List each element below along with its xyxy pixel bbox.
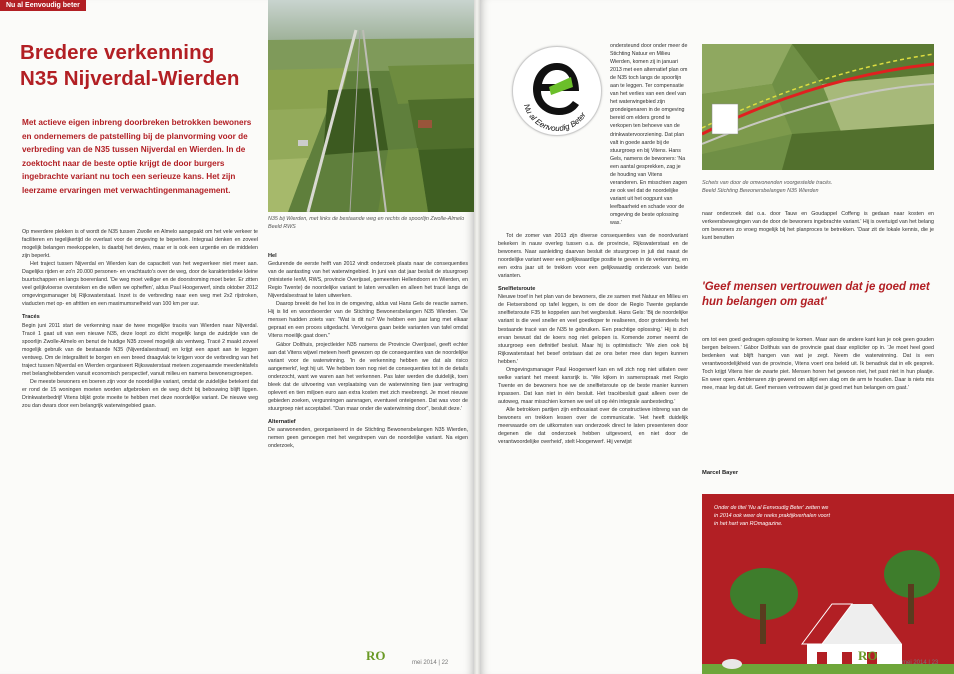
body-column-3b xyxy=(498,232,688,446)
photo-credit: Beeld RWS xyxy=(268,223,296,230)
ro-logo-right: RO xyxy=(858,648,878,663)
body-column-1 xyxy=(22,228,258,410)
section-tag: Nu al Eenvoudig beter xyxy=(0,0,86,11)
paragraph: Nieuwe troef in het plan van de bewoners, die ze samen met Natuur en Milieu en de Fietsersbond op tafel leggen, is om de door de Regio Twente geplande snelfietsroute F35 te koppelen aan het wegbesluit. Hans Gels: 'Bij de noordelijke variant is die veel sneller en veel goedkoper te realiseren, door grotendeels het bestaande tracé van de N35 te gebruiken. Een prachtige oplossing.' Hij is zich ervan bewust dat de koers nog niet gelopen is. Komende zomer neemt de stuurgroep een definitief besluit. Maar hij is optimistisch: 'We zien ook bij Rijkswaterstaat het besef ontstaan dat ze ons beter mee dan tegen kunnen hebben.' xyxy=(498,294,688,365)
subheading-hel: Hel xyxy=(268,253,277,259)
paragraph: Gedurende de eerste helft van 2012 vindt onderzoek plaats naar de consequenties van de aantasting van het waterwingebied. In juni van dat jaar besluit de stuurgroep (ministerie IenM, RWS, provincie Overijssel, gemeenten Hellendoorn en Wierden, en Regio Twente) de noordelijke variant te laten vervallen en alleen het tracé langs de Nijverdalsestraat te laten uitwerken. xyxy=(268,261,468,300)
paragraph: Alle betrokken partijen zijn enthousiast over de constructieve inbreng van de bewoners en trekken lessen over de communicatie. 'Het heeft duidelijk meerwaarde om de uitkomsten van onderzoek direct te laten presenteren door degenen die dat onderzoek hebben uitgevoerd, en niet door de verantwoordelijke overheid', stelt Hoogerwerf. Hij verwijst xyxy=(498,406,688,446)
photo-caption xyxy=(268,216,468,231)
paragraph: Gábor Dolthuis, projectleider N35 namens de Provincie Overijssel, geeft echter aan dat Vitens wijwel meteen heeft gewezen op de consequenties van de noordelijke variant voor de waterwinning. 'In de verkenning hebben we dat als risico aangemerkt', legt hij uit. 'We hebben toen nog niet de consequenties tot in de details onderzocht, want we waren aan het verkennen. Pas later werden die duidelijk, toen bleek dat de uitvoering van verplaatsing van de waterwinning tien jaar vertraging oplevert en tien miljoen euro aan extra kosten met zich meebrengt. Je moet nieuwe gebieden zoeken, vergunningen aanvragen, eventueel onteigenen. Dat was voor de stuurgroep niet acceptabel. "Dan maar onder die waterwinning door", besluit deze.' xyxy=(268,341,468,412)
paragraph: naar onderzoek dat o.a. door Tauw en Goudappel Coffeng is gedaan naar kosten en verkeersbewegingen van de door de bewoners ingebrachte variant.' Hij is overtuigd van het belang om bewoners zo vroeg mogelijk bij het planproces te betrekken. 'Daar zit de lokale kennis, die je kunt benutten xyxy=(702,211,934,242)
title-line-2: N35 Nijverdal-Wierden xyxy=(20,67,240,90)
route-sketch-image xyxy=(702,44,934,170)
sketch-caption xyxy=(702,180,932,195)
subheading-snelfietsroute: Snelfietsroute xyxy=(498,286,536,293)
logo-text: Nu al Eenvoudig Beter xyxy=(521,102,588,134)
paragraph: De aanwonenden, georganiseerd in de Stichting Bewonersbelangen N35 Wierden, nemen geen genoegen met het wegstrepen van de noordelijke variant. Na eigen onderzoek, xyxy=(268,426,468,450)
paragraph: Tot de zomer van 2013 zijn diverse consequenties van de noordvariant bekeken in nauw overleg tussen o.a. de provincie, Rijkswaterstaat en de bewoners. Naar aanleiding daarvan besluit de stuurgroep in juli dat naast de noordelijke variant weer een gelijkwaardige positie te geven in de verkenning, en een extra jaar uit te trekken voor een gelijkwaardig onderzoek van beide varianten. xyxy=(498,233,688,280)
left-page xyxy=(0,0,474,674)
aerial-photo xyxy=(268,0,474,212)
subheading-alternatief: Alternatief xyxy=(268,418,296,425)
page-number-right: mei 2014 | 23 xyxy=(902,660,939,666)
ro-logo: RO xyxy=(366,648,386,663)
paragraph: De meeste bewoners en boeren zijn voor de noordelijke variant, omdat de zuidelijke betekent dat er rond de 15 woningen moeten worden afgebroken en de weg dicht bij bebouwing blijft liggen. Drinkwaterbedrijf Vitens blijkt grote moeite te hebben met deze noordelijke variant. De nieuwe weg zou dan dwars door een belangrijk waterwingebied gaan. xyxy=(22,378,258,409)
sketch-credit: Beeld Stichting Bewonersbelangen N35 Wierden xyxy=(702,187,819,194)
paragraph: ondersteund door onder meer de Stichting Natuur en Milieu Wierden, komen zij in januari 2013 met een alternatief plan om de N35 toch langs de spoorlijn aan te leggen. Ter compensatie van het verlies van een deel van het waterwingebied zijn grondeigenaren in de omgeving bereid om elders grond te verkopen ten behoeve van de drinkwatervoorziening. Dat plan valt in goede aarde bij de stuurgroep en bij Vitens. Hans Gels, namens de bewoners: 'Na een aantal gesprekken, zag je de houding van Vitens veranderen. En misschien zagen ze ook wel dat de noordelijke variant uit het oogpunt van leefbaarheid en schade voor de omgeving de beste oplossing was.' xyxy=(610,43,688,227)
body-column-4b xyxy=(702,336,934,392)
sketch-caption-text: Schets van door de omwonenden voorgestelde tracés. xyxy=(702,180,833,186)
paragraph: Begin juni 2011 start de verkenning naar de twee mogelijke tracés van Wierden naar Nijverdal. Tracé 1 gaat uit van een nieuwe N35, deze loopt zo dicht mogelijk langs de zuidzijde van de spoorlijn Zwolle-Almelo en benut de huidige N35 zoveel mogelijk als ventweg. Tracé 2 maakt zoveel mogelijk gebruik van de bestaande N35 (Nijverdalsestraat) en krijgt een apart aan te leggen ventweg. Om de integraliteit te borgen en een breed draagvlak te krijgen voor de verbreding van het traject tussen Nijverdal en Wierden organiseert Rijkswaterstaat meteen zogenaamde meedenktafels met belanghebbenden vanuit economisch perspectief, vanuit milieu en namens bewonersgroepen. xyxy=(22,322,258,377)
paragraph: om tot een goed gedragen oplossing te komen. Maar aan de andere kant kun je ook geen gouden bergen beloven.' Gábor Dolthuis van de provincie gaat daar expliciter op in. 'Je moet heel goed bedenken wat blijft hangen van wat je zegt. Neem die waterwinning. Dat is een verantwoordelijkheid van de provincie, Vitens voert ons beleid uit. Ik benadruk dat in elk gesprek. Toch krijgt Vitens hier de zwarte piet. Mensen horen het gewoon niet, het past niet in hun plaatje. En weer open. Ambtenaren zijn gewend om altijd een slag om de arm te houden. Daar is niets mis mee, maar leg dat uit. Geef mensen vertrouwen dat je goed met hun belangen om gaat.' xyxy=(702,337,934,392)
intro-paragraph: Met actieve eigen inbreng doorbreken betrokken bewoners en ondernemers de patstelling bij de planvorming voor de verbreding van de N35 tussen Nijverdal en Wierden. In de zoektocht naar de beste optie krijgt de door burgers ingebrachte variant nu toch een serieuze kans. Het zijn leerzame ervaringen met verwachtingenmanagement. xyxy=(22,118,252,195)
article-title xyxy=(20,40,270,92)
paragraph: Daarop breekt de hel los in de omgeving, aldus vat Hans Gels de reactie samen. Hij is lid en woordvoerder van de Stichting Bewonersbelangen N35 Wierden. 'De mensen hadden zoiets van: "Wat is dit nu? We hebben een jaar lang met elkaar gepraat en een proces uitgedacht. Vervolgens gaan beide varianten van tafel omdat Vitens moeilijk gaat doen." xyxy=(268,301,468,340)
body-column-3 xyxy=(498,42,688,227)
body-column-4a xyxy=(702,210,934,242)
page-number-left: mei 2014 | 22 xyxy=(412,660,449,666)
title-line-1: Bredere verkenning xyxy=(20,41,215,64)
author-byline: Marcel Bayer xyxy=(702,470,739,476)
pull-quote: 'Geef mensen vertrouwen dat je goed met hun belangen om gaat' xyxy=(702,281,930,308)
paragraph: Omgevingsmanager Paul Hoogerwerf kan en wil zich nog niet uitlaten over welke variant het meest kansrijk is. 'We kijken in samenspraak met Regio Twente en de bewoners hoe we de snelfietsroute op de beste manier kunnen inpassen. Dat kan niet in één besluit. Het tracébesluit gaat alleen over de autoweg, maar misschien komen we wel uit op één integrale aanbesteding.' xyxy=(498,366,688,405)
subheading-traces: Tracés xyxy=(22,314,40,321)
paragraph: Het traject tussen Nijverdal en Wierden kan de capaciteit van het wegverkeer niet meer aan. Dagelijks rijden er zo'n 20.000 personen- en vrachtauto's over de weg, door de karakteristieke kleine buurtschappen en langs boerenland. 'De weg moet veiliger en de doorstroming moet beter. Er zitten veel gelijkvloerse oversteken en die willen we opheffen', aldus Paul Hoogerwerf, sinds oktober 2012 omgevingsmanager bij Rijkswaterstaat. Inzet is de verbreding naar een weg met 2x2 rijstroken, viaducten met op- en afritten en een maximumsnelheid van 100 km per uur. xyxy=(22,261,258,308)
photo-caption-text: N35 bij Wierden, met links de bestaande weg en rechts de spoorlijn Zwolle-Almelo xyxy=(268,216,465,222)
series-info-text: Onder de titel 'Nu al Eenvoudig Beter' zetten we in 2014 ook weer de reeks praktijkverhalen voort in het hart van ROmagazine. xyxy=(714,505,830,527)
paragraph: Op meerdere plekken is of wordt de N35 tussen Zwolle en Almelo aangepakt om het vele verkeer te faciliteren en tegelijkertijd de overlast voor de omgeving te beperken. Integraal denken en zoveel mogelijk belangen meekoppelen, is daarbij het devies, maar er is ook een urgentie en de middelen zijn beperkt. xyxy=(22,229,258,260)
series-info-box xyxy=(702,494,954,674)
body-column-2 xyxy=(268,252,468,450)
